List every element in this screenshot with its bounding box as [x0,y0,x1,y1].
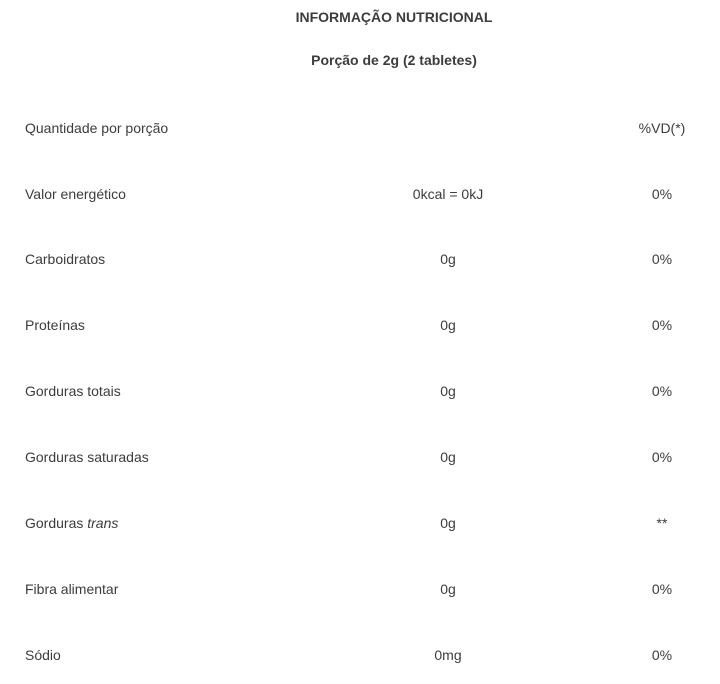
header-amount-spacer [373,120,523,136]
serving-size: Porção de 2g (2 tabletes) [311,52,477,68]
nutrient-amount: 0g [440,581,456,597]
nutrient-amount: 0g [440,383,456,399]
nutrient-amount: 0g [440,449,456,465]
nutrient-amount: 0g [440,515,456,531]
table-row-fiber [0,581,720,597]
nutrient-daily-value: 0% [651,449,673,465]
table-row-energy [0,186,720,202]
nutrient-name: Fibra alimentar [25,581,119,597]
nutrient-amount: 0g [440,251,456,267]
nutrient-name: Sódio [25,647,61,663]
table-row-carbs [0,251,720,267]
table-row-protein [0,317,720,333]
nutrient-daily-value: 0% [651,251,673,267]
nutrient-daily-value: 0% [651,317,673,333]
nutrient-daily-value: 0% [651,647,673,663]
nutrient-name: Carboidratos [25,251,106,267]
nutrient-amount: 0kcal = 0kJ [412,186,484,202]
header-daily-value: %VD(*) [638,120,686,136]
header-quantity-per-serving: Quantidade por porção [25,120,169,136]
nutrient-daily-value: ** [656,515,668,531]
nutrient-name: Valor energético [25,186,126,202]
table-row-trans-fat [0,515,720,531]
table-row-sodium [0,647,720,663]
nutrient-name: Proteínas [25,317,85,333]
nutrient-amount: 0g [440,317,456,333]
nutrient-name: Gorduras saturadas [25,449,149,465]
nutrient-name: Gorduras totais [25,383,121,399]
nutrient-daily-value: 0% [651,186,673,202]
table-row-saturated-fat [0,449,720,465]
nutrient-daily-value: 0% [651,581,673,597]
nutrient-daily-value: 0% [651,383,673,399]
nutrient-amount: 0mg [434,647,462,663]
page-title: INFORMAÇÃO NUTRICIONAL [295,9,493,25]
table-row-total-fat [0,383,720,399]
table-header-row [0,120,720,136]
nutrient-name: Gorduras trans [25,515,119,531]
